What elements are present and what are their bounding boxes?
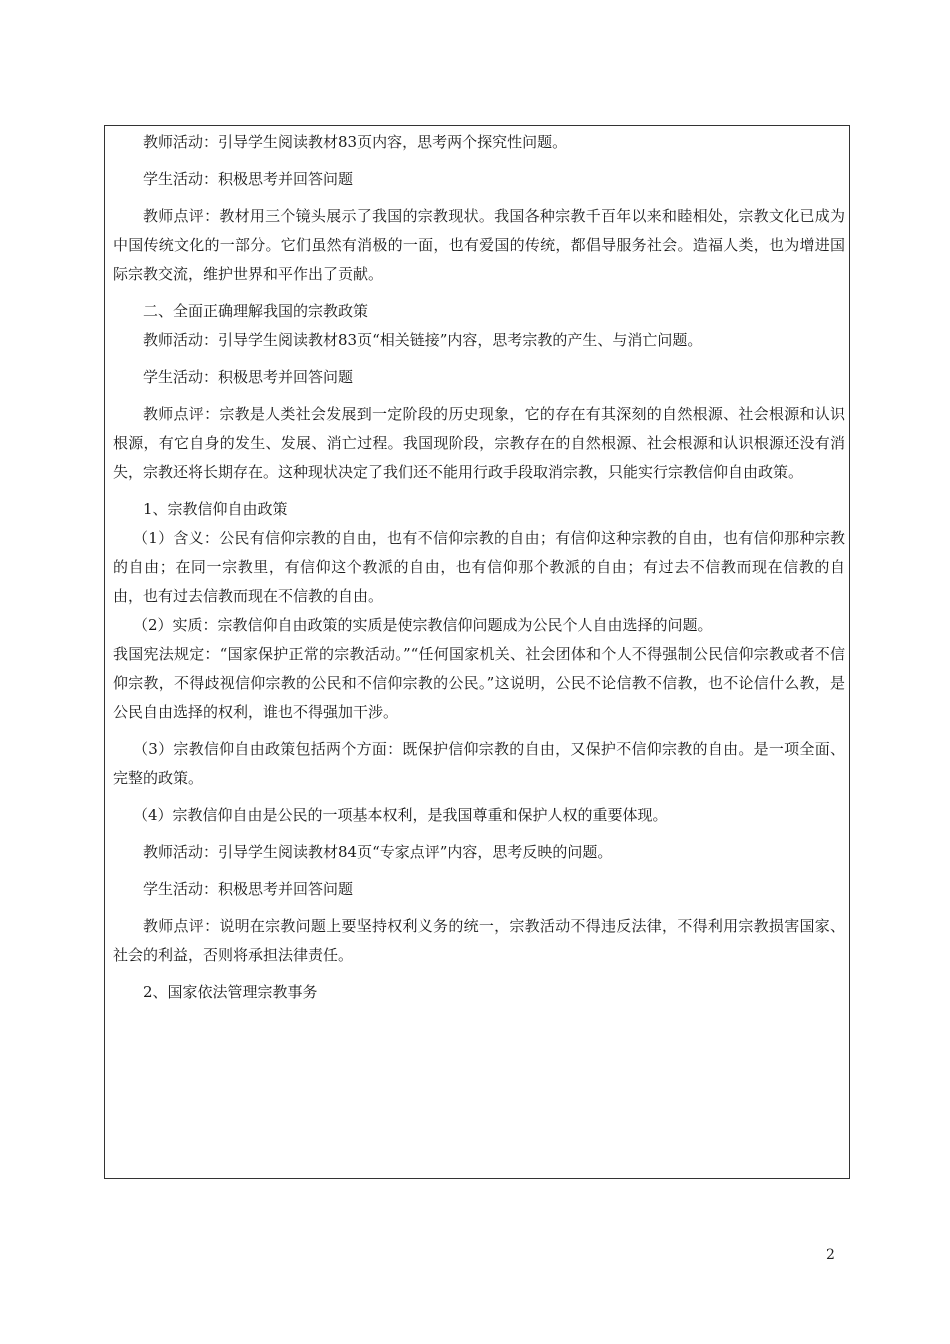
- student-activity-2: 学生活动：积极思考并回答问题: [143, 368, 354, 386]
- point-3-aspects: （3）宗教信仰自由政策包括两个方面：既保护信仰宗教的自由，又保护不信仰宗教的自由。是一项全面、完整的政策。: [113, 740, 845, 787]
- page-number: 2: [826, 1247, 835, 1263]
- teacher-comment-3: 教师点评：说明在宗教问题上要坚持权利义务的统一，宗教活动不得违反法律，不得利用宗教损害国家、社会的利益，否则将承担法律责任。: [113, 917, 845, 964]
- teacher-comment-2: 教师点评：宗教是人类社会发展到一定阶段的历史现象，它的存在有其深刻的自然根源、社会根源和认识根源，有它自身的发生、发展、消亡过程。我国现阶段，宗教存在的自然根源、社会根源和认识根源还没有消失，宗教还将长期存在。这种现状决定了我们还不能用行政手段取消宗教，只能实行宗教信仰自由政策。: [113, 405, 845, 481]
- teacher-activity-3: 教师活动：引导学生阅读教材84页“专家点评”内容，思考反映的问题。: [143, 843, 613, 861]
- teacher-comment-1: 教师点评：教材用三个镜头展示了我国的宗教现状。我国各种宗教千百年以来和睦相处，宗教文化已成为中国传统文化的一部分。它们虽然有消极的一面，也有爱国的传统，都倡导服务社会。造福人类，也为增进国际宗教交流，维护世界和平作出了贡献。: [113, 207, 845, 283]
- section-heading-2: 二、全面正确理解我国的宗教政策: [143, 302, 369, 320]
- student-activity-3: 学生活动：积极思考并回答问题: [143, 880, 354, 898]
- subsection-heading-2: 2、国家依法管理宗教事务: [143, 983, 318, 1001]
- constitution-quote: 我国宪法规定：“国家保护正常的宗教活动。”“任何国家机关、社会团体和个人不得强制公民信仰宗教或者不信仰宗教，不得歧视信仰宗教的公民和不信仰宗教的公民。”这说明，公民不论信教不信教，也不论信什么教，是公民自由选择的权利，谁也不得强加干涉。: [113, 645, 845, 721]
- student-activity-1: 学生活动：积极思考并回答问题: [143, 170, 354, 188]
- point-2-essence: （2）实质：宗教信仰自由政策的实质是使宗教信仰问题成为公民个人自由选择的问题。: [133, 616, 713, 634]
- point-1-meaning: （1）含义：公民有信仰宗教的自由，也有不信仰宗教的自由；有信仰这种宗教的自由，也有信仰那种宗教的自由；在同一宗教里，有信仰这个教派的自由，也有信仰那个教派的自由；有过去不信教而现在信教的自由，也有过去信教而现在不信教的自由。: [113, 529, 845, 605]
- point-4-right: （4）宗教信仰自由是公民的一项基本权利，是我国尊重和保护人权的重要体现。: [133, 806, 668, 824]
- teacher-activity-2: 教师活动：引导学生阅读教材83页“相关链接”内容，思考宗教的产生、与消亡问题。: [143, 331, 703, 349]
- subsection-heading-1: 1、宗教信仰自由政策: [143, 500, 288, 518]
- teacher-activity-1: 教师活动：引导学生阅读教材83页内容，思考两个探究性问题。: [143, 133, 568, 151]
- lesson-content: [113, 128, 845, 1007]
